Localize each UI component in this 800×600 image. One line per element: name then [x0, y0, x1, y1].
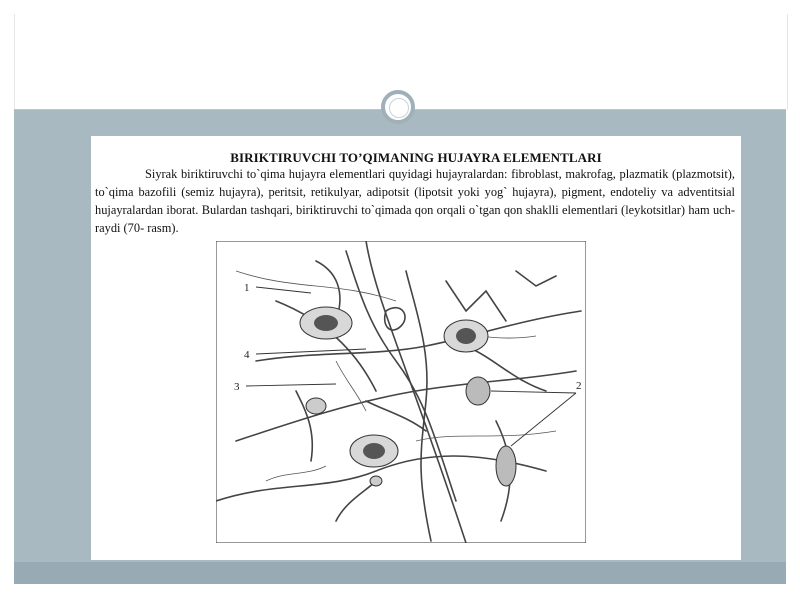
document-paragraph: Siyrak biriktiruvchi to`qima hujayra elementlari quyidagi hujayralardan: fibroblast, makrofag, plazmatik (plazmotsit), to`qima bazofili (semiz hujayra), peritsit, retikulyar, adipotsit (lipotsit yoki yog` hujayra), pigment, endoteliy va adventitsial hujayralardan iborat. Bulardan tashqari, biriktiruvchi to`qimada qon orqali o`tgan qon shaklli elementlari (leykotsitlar) ham uch-raydi (70- rasm).	[95, 167, 735, 235]
content-panel	[91, 136, 741, 560]
figure-label-2: 2	[576, 380, 582, 392]
mast-cell	[466, 377, 490, 405]
cell-nucleus	[363, 443, 385, 459]
cell-illustration	[216, 241, 586, 543]
document-title: BIRIKTIRUVCHI TO’QIMANING HUJAYRA ELEMENTLARI	[230, 150, 602, 165]
figure-label-4: 4	[244, 349, 250, 361]
cell-nucleus	[314, 315, 338, 331]
small-cell	[306, 398, 326, 414]
figure-label-1: 1	[244, 282, 250, 294]
figure-label-3: 3	[234, 381, 240, 393]
cell-nucleus	[456, 328, 476, 344]
cell-drawing	[216, 241, 586, 543]
slide-footer-bar	[14, 562, 786, 584]
leukocyte-cell	[370, 476, 382, 486]
ring-ornament-icon	[381, 90, 415, 124]
pigment-cell	[496, 446, 516, 486]
